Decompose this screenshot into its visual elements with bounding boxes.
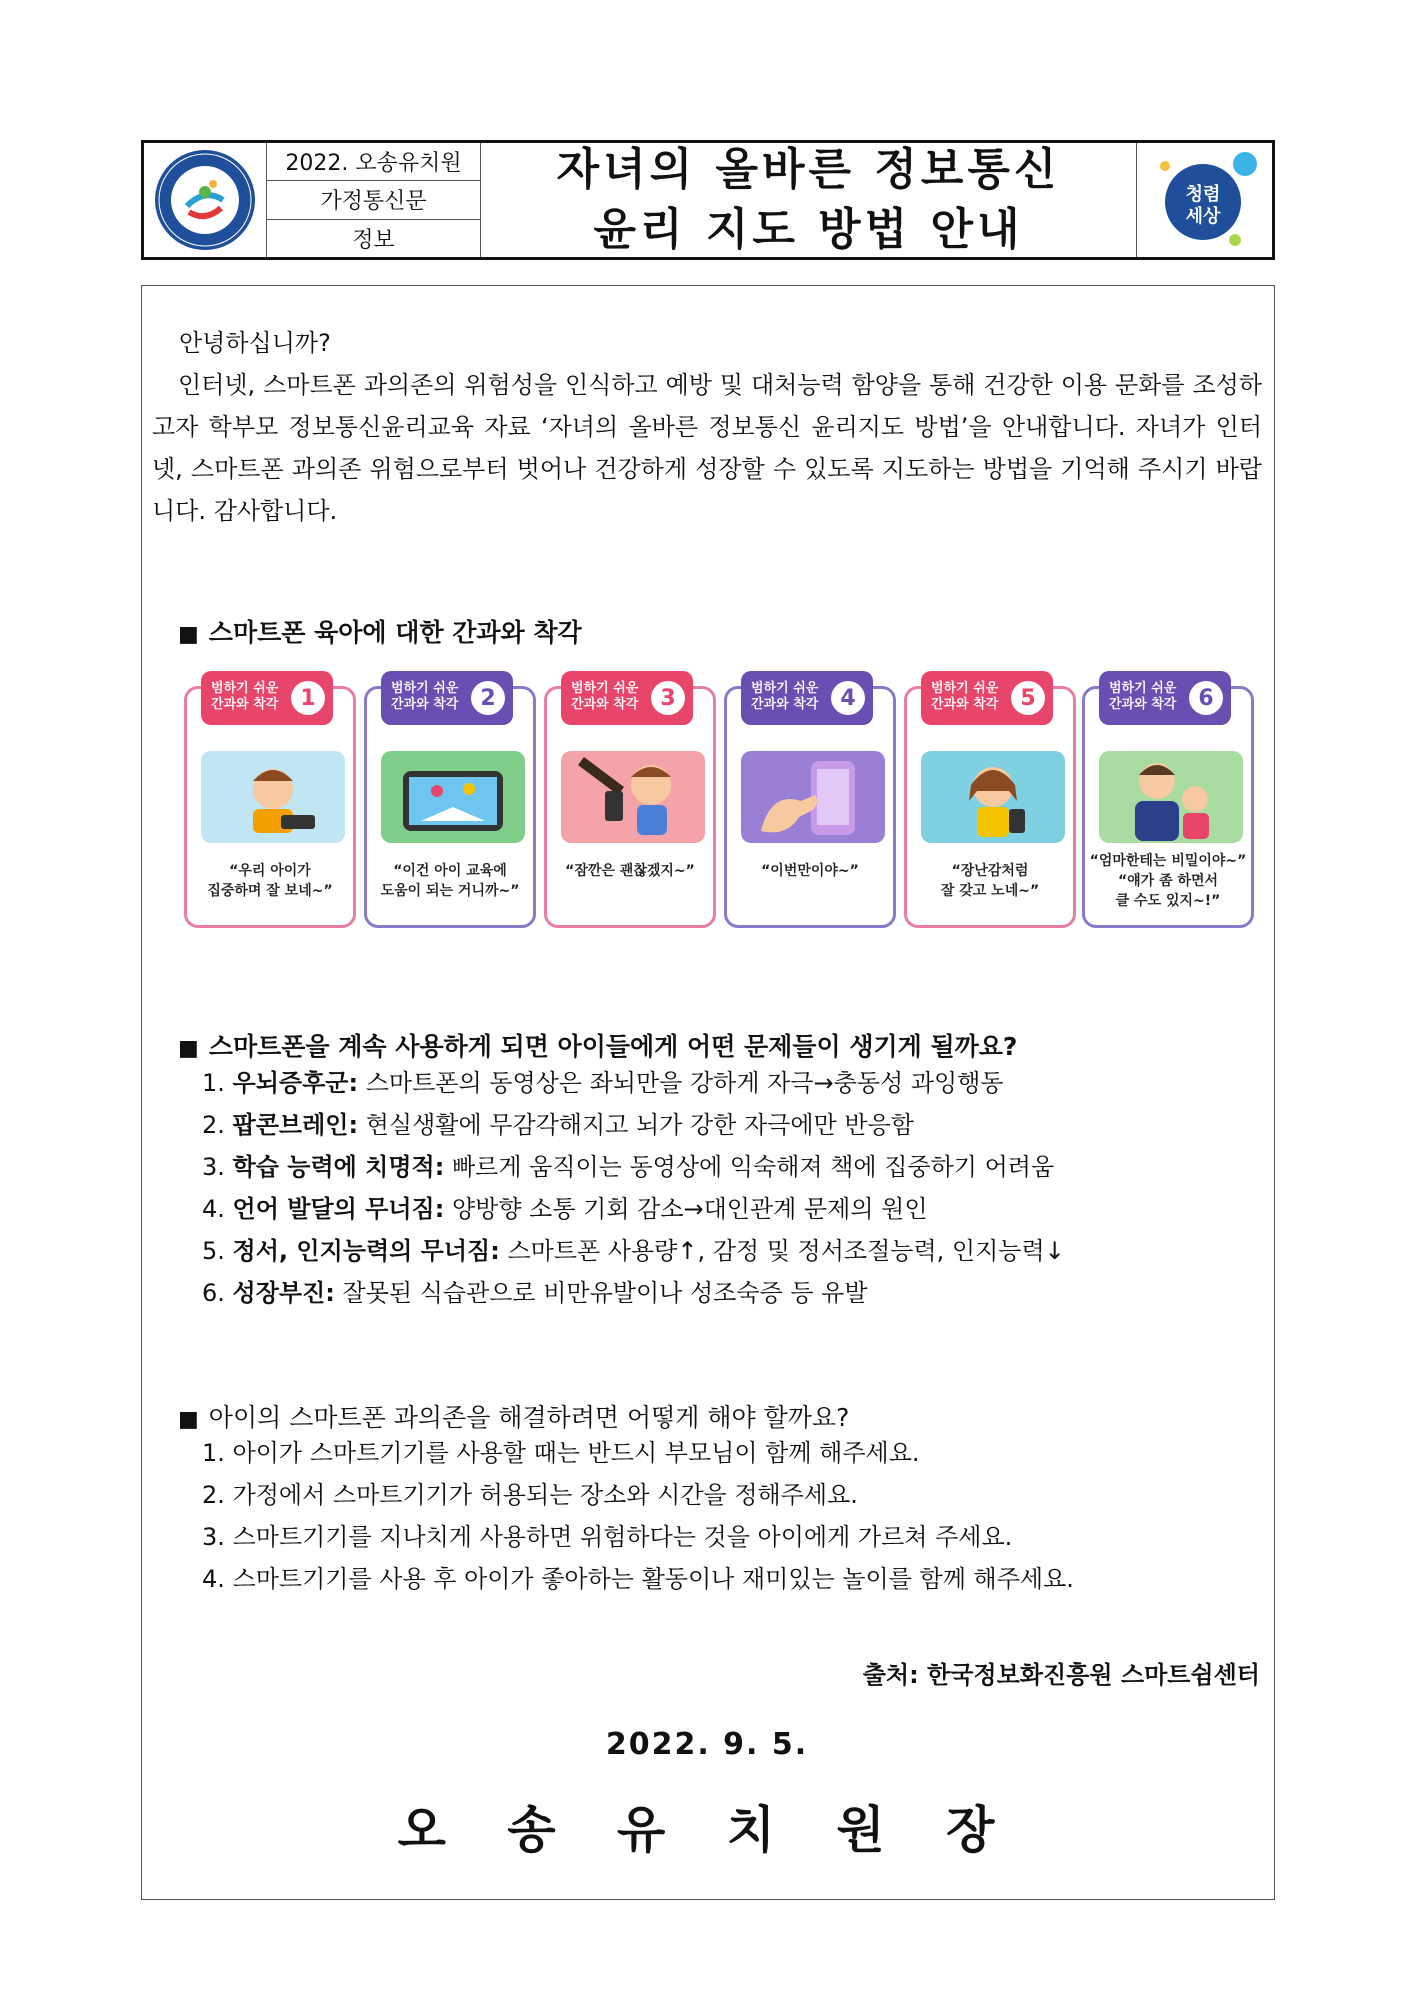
- card-tag: [201, 671, 333, 725]
- tag-line-1: 범하기 쉬운: [751, 681, 819, 696]
- item-desc: 스마트폰의 동영상은 좌뇌만을 강하게 자극→충동성 과잉행동: [358, 1069, 1004, 1097]
- header-meta: [267, 143, 481, 257]
- item-desc: 양방향 소통 기회 감소→대인관계 문제의 원인: [444, 1195, 928, 1223]
- item-number: 6.: [202, 1279, 225, 1307]
- intro-paragraph: 인터넷, 스마트폰 과의존의 위험성을 인식하고 예방 및 대처능력 함양을 통해 건강한 이용 문화를 조성하고자 학부모 정보통신윤리교육 자료 ‘자녀의 올바른 정보통신 윤리지도 방법’을 안내합니다. 자녀가 인터넷, 스마트폰 과의존 위험으로부터 벗어나 건강하게 성장할 수 있도록 지도하는 방법을 기억해 주시기 바랍니다. 감사합니다.: [152, 371, 1262, 525]
- card-number: 6: [1189, 681, 1223, 715]
- card-tag: [741, 671, 873, 725]
- misconception-card-2: [364, 681, 536, 928]
- item-term: 학습 능력에 치명적:: [232, 1153, 445, 1181]
- card-caption: “잠깐은 괜찮겠지~”: [565, 863, 695, 879]
- section-1-heading: [178, 613, 582, 649]
- card-caption: “이건 아이 교육에 도움이 되는 거니까~”: [380, 863, 520, 899]
- tag-line-1: 범하기 쉬운: [571, 681, 639, 696]
- list-item: 2. 가정에서 스마트기기가 허용되는 장소와 시간을 정해주세요.: [202, 1481, 858, 1509]
- list-item: [202, 1272, 1065, 1314]
- item-desc: 스마트폰 사용량↑, 감정 및 정서조절능력, 인지능력↓: [499, 1237, 1065, 1265]
- list-item: [202, 1188, 1065, 1230]
- integrity-emblem-icon: [1149, 144, 1261, 256]
- item-term: 팝콘브레인:: [232, 1111, 359, 1139]
- misconception-card-1: [184, 681, 356, 928]
- card-number: 3: [651, 681, 685, 715]
- tag-line-1: 범하기 쉬운: [391, 681, 459, 696]
- misconception-card-4: [724, 681, 896, 928]
- kindergarten-logo-icon: [153, 148, 257, 252]
- parent-child-illustration: [1099, 751, 1243, 843]
- integrity-emblem: [1137, 143, 1272, 257]
- card-number: 5: [1011, 681, 1045, 715]
- card-tag: [561, 671, 693, 725]
- misconception-card-5: [904, 681, 1076, 928]
- card-number: 1: [291, 681, 325, 715]
- list-item: 1. 아이가 스마트기기를 사용할 때는 반드시 부모님이 함께 해주세요.: [202, 1439, 920, 1467]
- item-number: 2.: [202, 1111, 225, 1139]
- misconception-card-6: [1082, 681, 1254, 928]
- source-credit: 출처: 한국정보화진흥원 스마트쉼센터: [862, 1661, 1260, 1689]
- child-grabbing-phone-illustration: [561, 751, 705, 843]
- list-item: [202, 1146, 1065, 1188]
- section-3-title: 아이의 스마트폰 과의존을 해결하려면 어떻게 해야 할까요?: [208, 1403, 850, 1432]
- card-caption: “이번만이야~”: [761, 863, 859, 879]
- card-caption: “우리 아이가 집중하며 잘 보네~”: [207, 863, 333, 899]
- card-number: 4: [831, 681, 865, 715]
- item-number: 3.: [202, 1153, 225, 1181]
- list-item: [202, 1104, 1065, 1146]
- card-number: 2: [471, 681, 505, 715]
- card-tag: [921, 671, 1053, 725]
- item-desc: 현실생활에 무감각해지고 뇌가 강한 자극에만 반응함: [358, 1111, 914, 1139]
- misconception-card-3: [544, 681, 716, 928]
- item-desc: 잘못된 식습관으로 비만유발이나 성조숙증 등 유발: [334, 1279, 868, 1307]
- item-term: 정서, 인지능력의 무너짐:: [232, 1237, 500, 1265]
- misconception-cards: [184, 668, 1254, 930]
- tag-line-2: 간과와 착각: [391, 697, 459, 712]
- kindergarten-logo: [144, 143, 267, 257]
- title-line-2: 윤리 지도 방법 안내: [593, 204, 1024, 255]
- card-caption: “엄마한테는 비밀이야~” “얘가 좀 하면서 클 수도 있지~!”: [1089, 853, 1247, 909]
- list-item: 4. 스마트기기를 사용 후 아이가 좋아하는 활동이나 재미있는 놀이를 함께 해주세요.: [202, 1565, 1074, 1593]
- item-term: 성장부진:: [232, 1279, 335, 1307]
- list-item: [202, 1062, 1065, 1104]
- greeting: 안녕하십니까?: [179, 329, 331, 357]
- section-3-heading: [178, 1398, 849, 1434]
- section-2-title: 스마트폰을 계속 사용하게 되면 아이들에게 어떤 문제들이 생기게 될까요?: [208, 1032, 1018, 1061]
- item-desc: 빠르게 움직이는 동영상에 익숙해져 책에 집중하기 어려움: [444, 1153, 1055, 1181]
- tag-line-2: 간과와 착각: [751, 697, 819, 712]
- list-item: 3. 스마트기기를 지나치게 사용하면 위험하다는 것을 아이에게 가르쳐 주세요.: [202, 1523, 1013, 1551]
- item-term: 우뇌증후군:: [232, 1069, 359, 1097]
- tag-line-2: 간과와 착각: [931, 697, 999, 712]
- finger-phone-illustration: [741, 751, 885, 843]
- bullet-square: ■: [178, 1036, 199, 1061]
- child-with-phone-illustration: [201, 751, 345, 843]
- item-number: 5.: [202, 1237, 225, 1265]
- section-1-title: 스마트폰 육아에 대한 간과와 착각: [208, 618, 582, 647]
- tablet-book-illustration: [381, 751, 525, 843]
- tag-line-2: 간과와 착각: [1109, 697, 1177, 712]
- item-term: 언어 발달의 무너짐:: [232, 1195, 445, 1223]
- girl-with-phone-illustration: [921, 751, 1065, 843]
- solutions-list: [202, 1432, 1074, 1600]
- bullet-square: ■: [178, 1407, 199, 1432]
- issue-date: 2022. 9. 5.: [605, 1727, 809, 1762]
- tag-line-1: 범하기 쉬운: [211, 681, 279, 696]
- item-number: 4.: [202, 1195, 225, 1223]
- title-line-1: 자녀의 올바른 정보통신: [556, 144, 1061, 195]
- meta-category: 정보: [352, 227, 395, 253]
- svg-text:세상: 세상: [1185, 206, 1220, 227]
- principal-signature: 오 송 유 치 원 장: [397, 1801, 1017, 1859]
- tag-line-2: 간과와 착각: [211, 697, 279, 712]
- meta-year-school: 2022. 오송유치원: [267, 143, 480, 181]
- tag-line-1: 범하기 쉬운: [931, 681, 999, 696]
- header-table: [141, 140, 1275, 260]
- svg-text:청렴: 청렴: [1185, 184, 1220, 205]
- problems-list: [202, 1062, 1065, 1314]
- list-item: [202, 1230, 1065, 1272]
- bullet-square: ■: [178, 622, 199, 647]
- tag-line-1: 범하기 쉬운: [1109, 681, 1177, 696]
- tag-line-2: 간과와 착각: [571, 697, 639, 712]
- meta-doc-type: 가정통신문: [267, 181, 480, 219]
- section-2-heading: [178, 1027, 1017, 1063]
- item-number: 1.: [202, 1069, 225, 1097]
- card-tag: [1099, 671, 1231, 725]
- card-caption: “장난감처럼 잘 갖고 노네~”: [940, 863, 1040, 899]
- page-title: [481, 143, 1137, 257]
- card-tag: [381, 671, 513, 725]
